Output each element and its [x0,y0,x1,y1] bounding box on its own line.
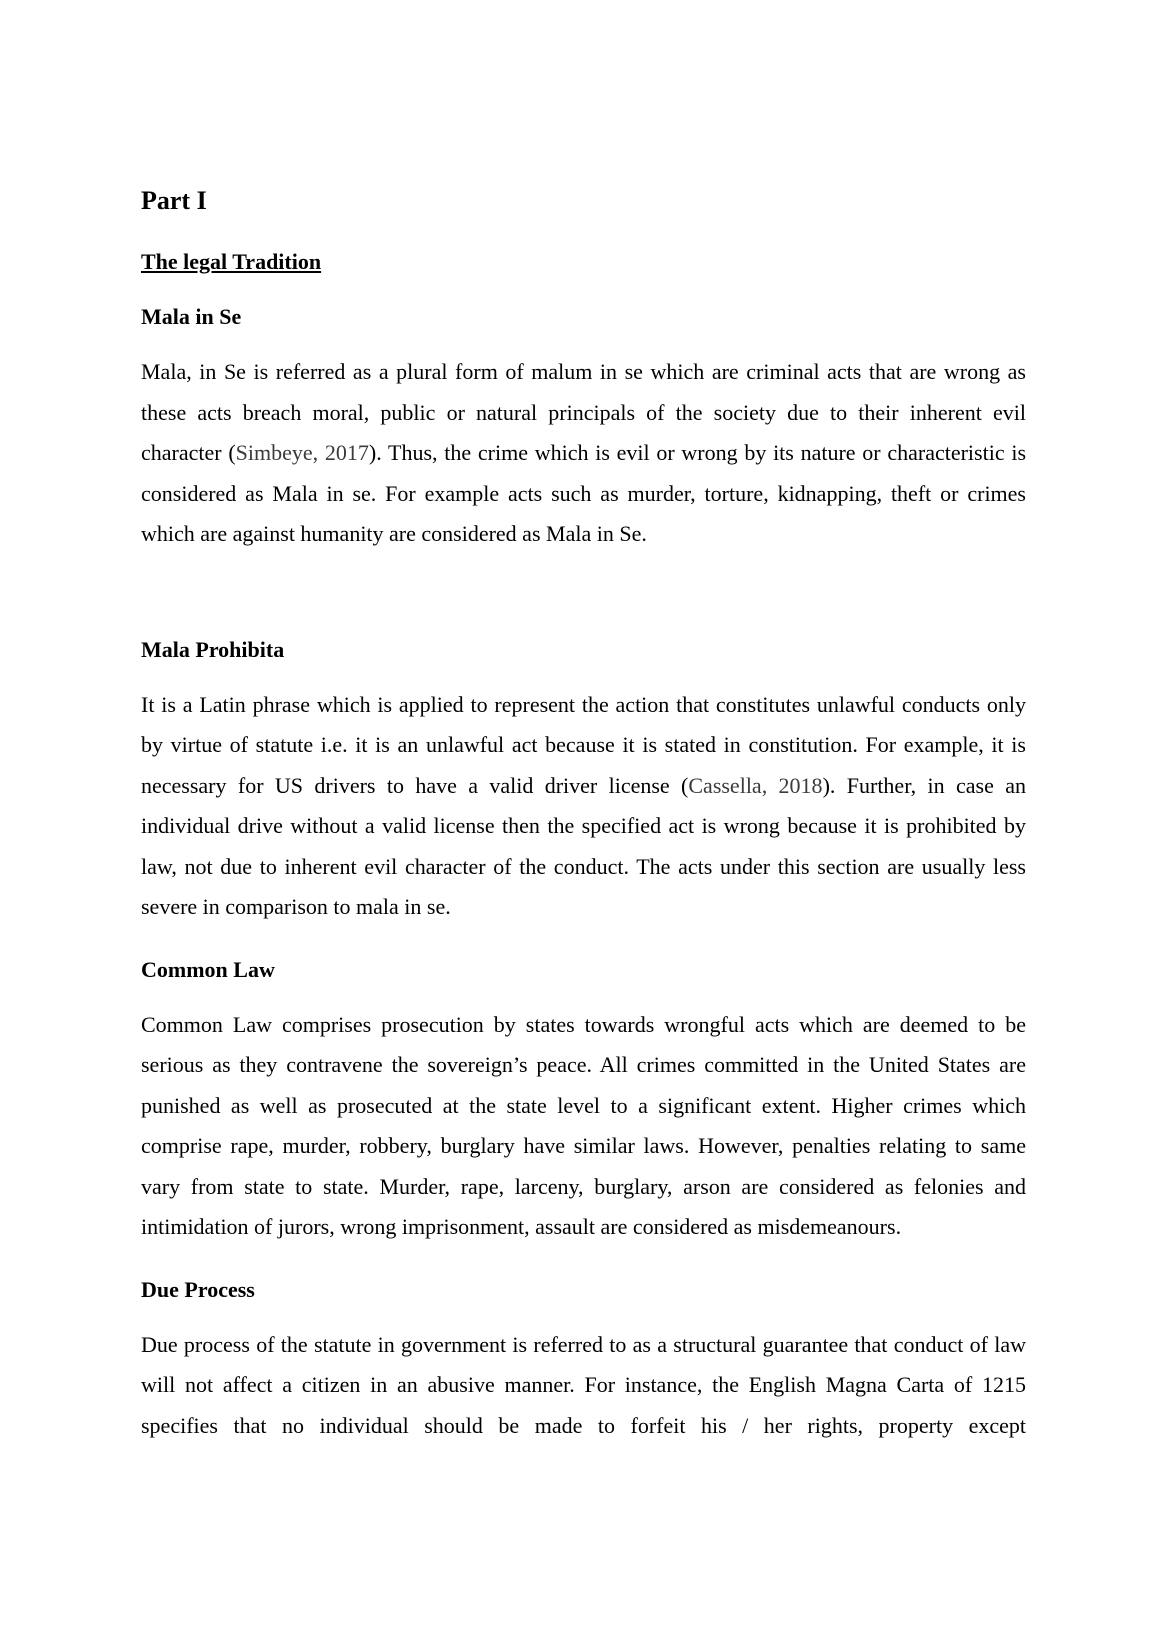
paragraph-text: Mala, in Se is referred as a plural form of malum in se which are criminal acts that are wrong as these acts breach moral, public or natural principals of the society due to their inherent evil character ( [141,359,1026,465]
paragraph-mala-prohibita [141,685,1026,928]
paragraph-text: ). Further, in case an individual drive without a valid license then the specified act is wrong because it is prohibited by law, not due to inherent evil character of the conduct. The acts under this section are usually less severe in comparison to mala in se. [141,772,1026,919]
heading-mala-in-se: Mala in Se [141,304,242,329]
heading-common-law: Common Law [141,956,275,982]
heading-mala-prohibita: Mala Prohibita [141,636,285,662]
part-title: Part I [141,186,207,215]
citation-cassella: Cassella, 2018 [688,772,823,798]
legal-tradition-title: The legal Tradition [141,249,322,274]
heading-due-process: Due Process [141,1276,255,1302]
citation-simbeye: Simbeye, 2017 [235,440,369,465]
document-page [141,186,1026,1446]
paragraph-text: It is a Latin phrase which is applied to represent the action that constitutes unlawful conducts only by virtue of statute i.e. it is an unlawful act because it is stated in constitution. For example, it is necessary for US drivers to have a valid driver license ( [141,691,1026,798]
paragraph-common-law: Common Law comprises prosecution by states towards wrongful acts which are deemed to be serious as they contravene the sovereign’s peace. All crimes committed in the United States are punished as well as prosecuted at the state level to a significant extent. Higher crimes which comprise rape, murder, robbery, burglary have similar laws. However, penalties relating to same vary from state to state. Murder, rape, larceny, burglary, arson are considered as felonies and intimidation of jurors, wrong imprisonment, assault are considered as misdemeanours. [141,1011,1026,1239]
paragraph-mala-in-se [141,352,1026,555]
paragraph-due-process: Due process of the statute in government is referred to as a structural guarantee that conduct of law will not affect a citizen in an abusive manner. For instance, the English Magna Carta of 1215 specifies that no individual should be made to forfeit his / her rights, property except [141,1331,1026,1438]
paragraph-text: ). Thus, the crime which is evil or wrong by its nature or characteristic is considered as Mala in se. For example acts such as murder, torture, kidnapping, theft or crimes which are against humanity are considered as Mala in Se. [141,440,1027,546]
